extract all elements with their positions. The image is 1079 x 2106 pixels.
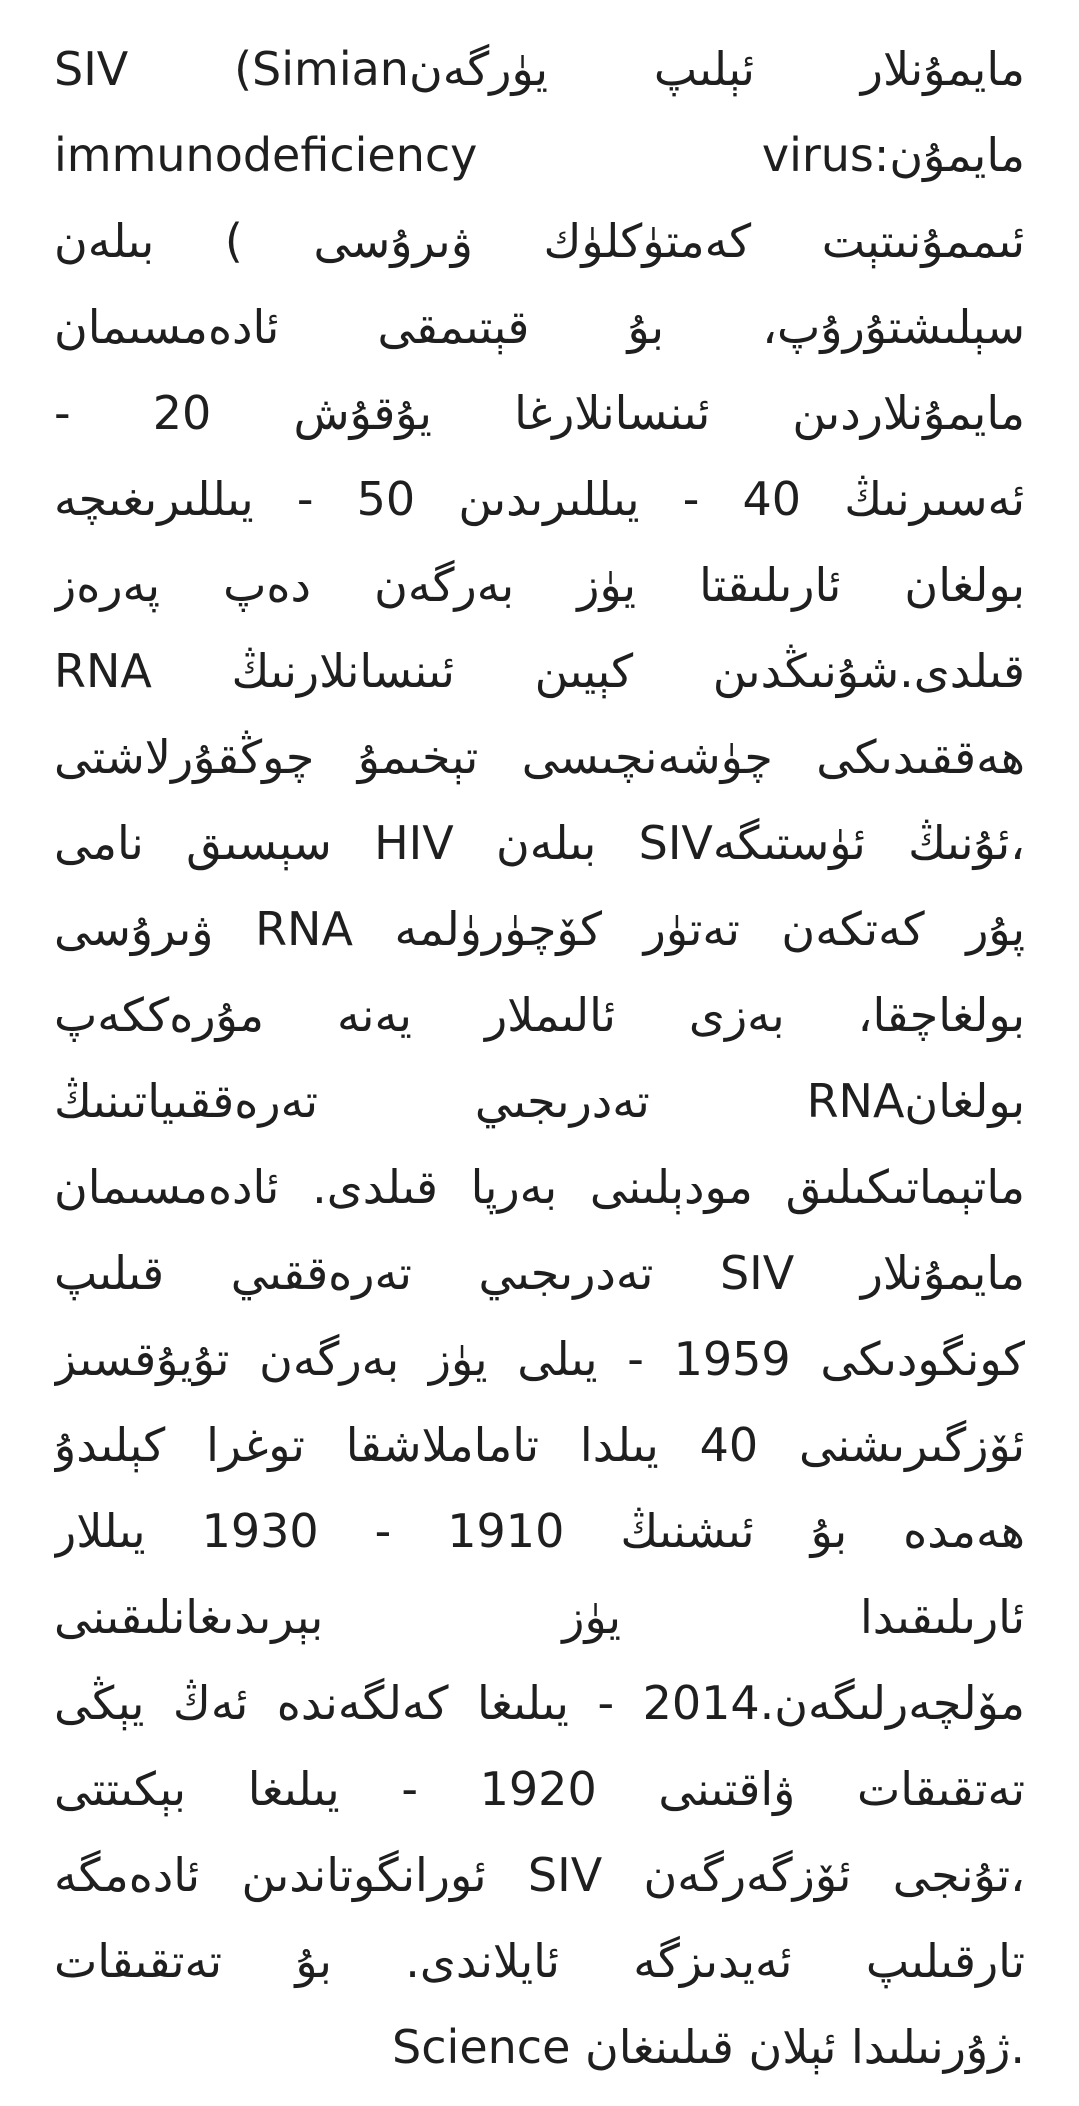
text-line: بولغان ئارىلىقتا يۈز بەرگەن دەپ پەرەز xyxy=(54,558,1025,612)
text-line: پۇر كەتكەن تەتۈر كۆچۈرۈلمە RNA ۋىرۇسى xyxy=(54,902,1025,956)
text-line: تەتقىقات ۋاقتىنى 1920 - يىلىغا بېكىتتى xyxy=(54,1762,1025,1816)
text-line: ھەققىدىكى چۈشەنچىسى تېخىمۇ چوڭقۇرلاشتى xyxy=(54,730,1025,784)
text-line: بولغاچقا، بەزى ئالىملار يەنە مۇرەككەپ xyxy=(54,988,1025,1042)
text-line: قىلدى.شۇنىڭدىن كېيىن ئىنسانلارنىڭ RNA xyxy=(54,644,1025,698)
text-line: تارقىلىپ ئەيدىزگە ئايلاندى. بۇ تەتقىقات xyxy=(54,1934,1025,1988)
text-line: مۆلچەرلىگەن.2014 - يىلىغا كەلگەندە ئەڭ يېڭى xyxy=(54,1676,1025,1730)
text-line: مايمۇنلاردىن ئىنسانلارغا يۇقۇش 20 - xyxy=(54,386,1025,440)
text-line: ،ئۇنىڭ ئۈستىگەSIV بىلەن HIV سېسىق نامى xyxy=(54,816,1025,870)
text-line: سېلىشتۇرۇپ، بۇ قېتىمقى ئادەمسىمان xyxy=(54,300,1025,354)
text-line: كونگودىكى 1959 - يىلى يۈز بەرگەن تۇيۇقسىز xyxy=(54,1332,1025,1386)
text-line: ماتېماتىكىلىق مودېلىنى بەرپا قىلدى. ئادەمسىمان xyxy=(54,1160,1025,1214)
text-line: مايمۇنلار SIV تەدرىجىي تەرەققىي قىلىپ xyxy=(54,1246,1025,1300)
text-line: ،تۇنجى ئۆزگەرگەن SIV ئورانگوتاندىن ئادەمگە xyxy=(54,1848,1025,1902)
text-line: ئارىلىقىدا يۈز بېرىدىغانلىقىنى xyxy=(54,1590,1025,1644)
text-line: immunodeficiency virus:مايمۇن xyxy=(54,128,1025,182)
text-line: ھەمدە بۇ ئىشنىڭ 1910 - 1930 يىللار xyxy=(54,1504,1025,1558)
text-line: ئىممۇنىتېت كەمتۈكلۈك ۋىرۇسى ) بىلەن xyxy=(54,214,1025,268)
text-line: مايمۇنلار ئېلىپ يۈرگەنSIV (Simian xyxy=(54,42,1025,96)
text-line: بولغانRNA تەدرىجىي تەرەققىياتىنىڭ xyxy=(54,1074,1025,1128)
text-line: ئۆزگىرىشنى 40 يىلدا تاماملاشقا توغرا كېلىدۇ xyxy=(54,1418,1025,1472)
text-line-last: Science ژۇرنىلىدا ئېلان قىلىنغان. xyxy=(392,2020,1025,2074)
article-body xyxy=(54,26,1025,2090)
text-line: ئەسىرنىڭ 40 - يىللىرىدىن 50 - يىللىرىغىچە xyxy=(54,472,1025,526)
